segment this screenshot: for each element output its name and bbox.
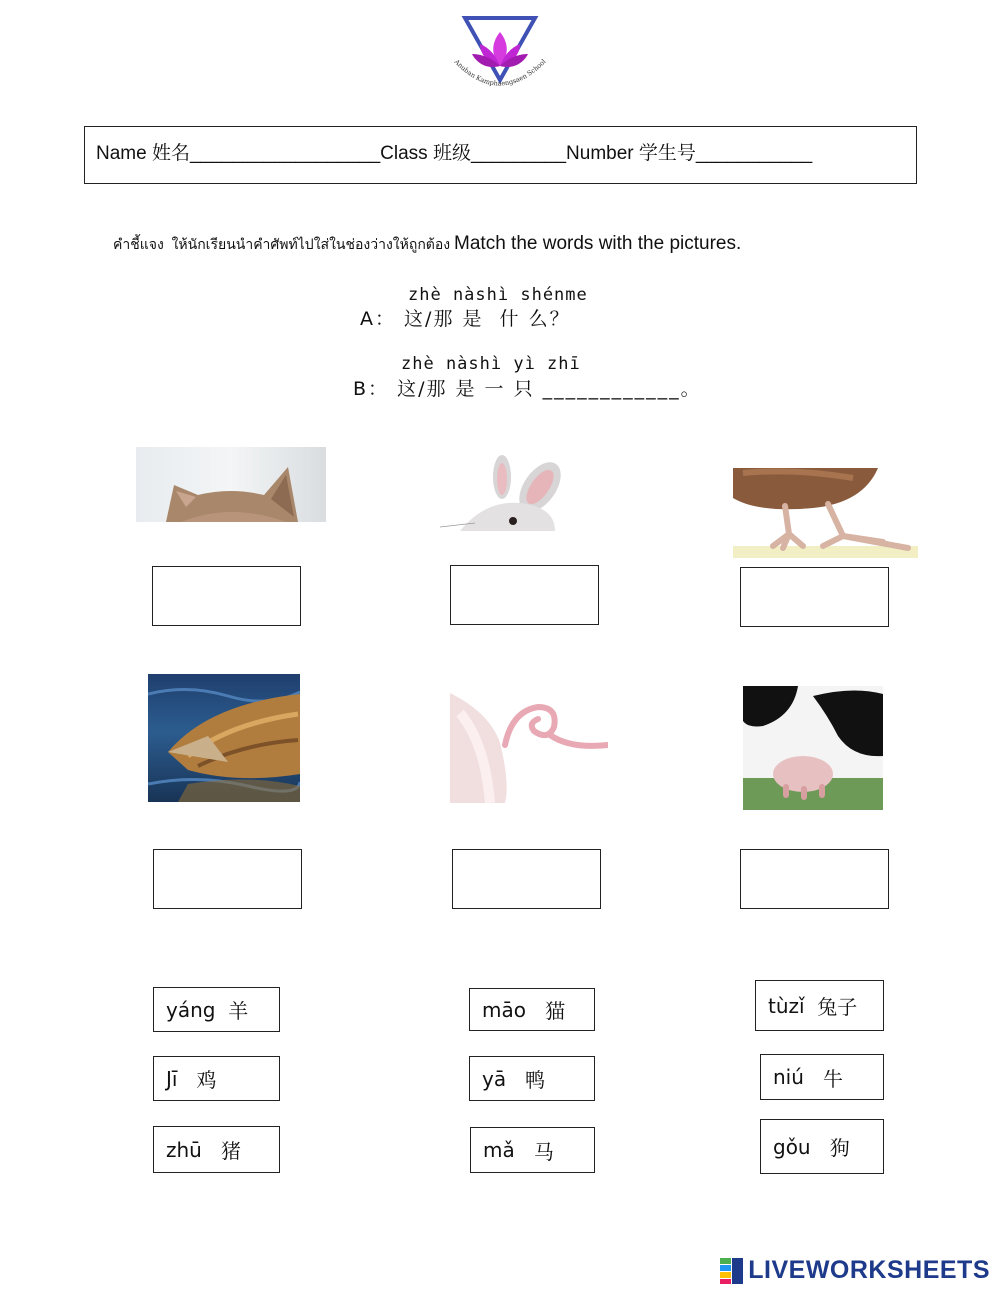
school-logo	[440, 10, 560, 100]
picture-pig-tail	[450, 683, 608, 803]
liveworksheets-brand	[720, 1256, 990, 1285]
word-hanzi: 羊	[228, 999, 249, 1023]
word-hanzi: 牛	[823, 1066, 843, 1091]
liveworksheets-logo-icon	[720, 1258, 744, 1284]
liveworksheets-wordmark: LIVEWORKSHEETS	[748, 1256, 990, 1284]
word-hanzi: 鸡	[196, 1068, 217, 1092]
word-pinyin: yáng	[166, 997, 216, 1022]
dialogue-a-pinyin: zhè nàshì shénme	[408, 285, 588, 305]
word-card[interactable]	[760, 1119, 884, 1174]
instructions-english: Match the words with the pictures.	[454, 233, 742, 254]
word-pinyin: māo	[482, 997, 526, 1022]
picture-cow-udder	[743, 686, 883, 810]
dialogue-b-pinyin: zhè nàshì yì zhī	[401, 354, 581, 374]
answer-box-5[interactable]	[452, 849, 601, 909]
word-hanzi: 猪	[220, 1139, 241, 1163]
word-card[interactable]	[469, 988, 595, 1031]
word-pinyin: zhū	[166, 1137, 202, 1162]
word-pinyin: tùzǐ	[768, 993, 805, 1018]
word-card[interactable]	[469, 1056, 595, 1101]
word-card[interactable]	[153, 987, 280, 1032]
word-pinyin: yā	[482, 1066, 507, 1091]
word-card[interactable]	[470, 1127, 595, 1173]
dialogue-b-text: B： 这/那 是 一 只 ____________。	[353, 378, 702, 400]
picture-rabbit-ears	[440, 455, 576, 531]
logo-text: Anuban Kamphaengsaen School	[452, 57, 548, 88]
instructions-thai: คำชี้แจง ให้นักเรียนนำคำศัพท์ไปใส่ในช่องว่างให้ถูกต้อง	[113, 236, 455, 252]
answer-box-3[interactable]	[740, 567, 889, 627]
word-pinyin: Jī	[166, 1066, 178, 1091]
word-hanzi: 鸭	[525, 1068, 546, 1092]
word-pinyin: mǎ	[483, 1138, 515, 1162]
instructions	[113, 233, 741, 256]
word-pinyin: gǒu	[773, 1134, 811, 1159]
answer-box-1[interactable]	[152, 566, 301, 626]
word-card[interactable]	[755, 980, 884, 1031]
word-card[interactable]	[760, 1054, 884, 1100]
picture-duck	[148, 674, 300, 802]
student-info-line: Name 姓名__________________Class 班级_________Number 学生号___________	[96, 143, 813, 164]
word-card[interactable]	[153, 1126, 280, 1173]
word-card[interactable]	[153, 1056, 280, 1101]
picture-cat-ears	[136, 447, 326, 522]
word-hanzi: 猫	[545, 999, 566, 1023]
picture-chicken-feet	[733, 468, 918, 558]
word-pinyin: niú	[773, 1065, 804, 1089]
word-hanzi: 马	[533, 1139, 554, 1164]
dialogue-a-text: A： 这/那 是 什 么？	[360, 308, 571, 330]
answer-box-2[interactable]	[450, 565, 599, 625]
word-hanzi: 狗	[829, 1136, 850, 1160]
word-hanzi: 兔子	[817, 995, 858, 1019]
answer-box-6[interactable]	[740, 849, 889, 909]
answer-box-4[interactable]	[153, 849, 302, 909]
